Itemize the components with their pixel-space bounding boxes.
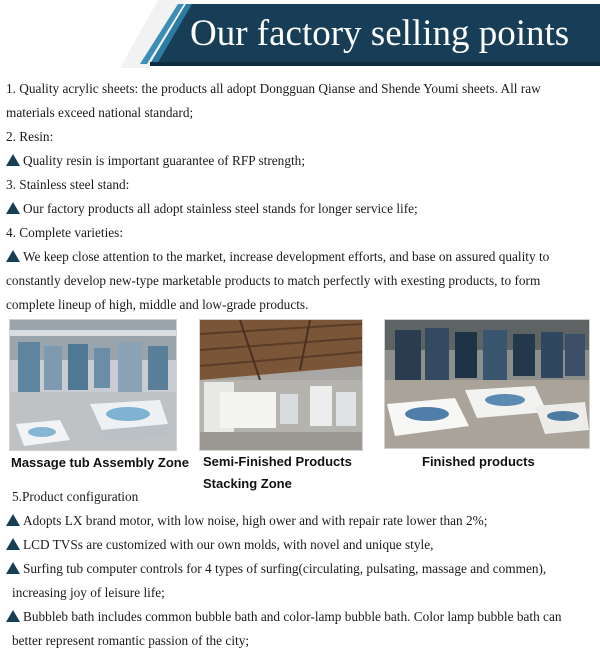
triangle-bullet-icon xyxy=(6,154,20,166)
point-4-line-1 xyxy=(6,248,549,265)
point-4-line-1-text: We keep close attention to the market, increase development efforts, and base on assured quality to xyxy=(23,249,550,264)
config-heading: 5.Product configuration xyxy=(12,489,139,504)
config-item-3-line-2: increasing joy of leisure life; xyxy=(12,585,165,600)
triangle-bullet-icon xyxy=(6,202,20,214)
config-item-3-text: Surfing tub computer controls for 4 types of surfing(circulating, pulsating, massage and commen), xyxy=(23,561,547,576)
photo-assembly-zone xyxy=(9,319,177,451)
point-2-heading: 2. Resin: xyxy=(6,129,54,144)
config-item-4-text: Bubbleb bath includes common bubble bath and color-lamp bubble bath. Color lamp bubble bath can xyxy=(23,609,562,624)
point-3-item-text: Our factory products all adopt stainless steel stands for longer service life; xyxy=(23,201,418,216)
config-item-2 xyxy=(6,536,433,553)
triangle-bullet-icon xyxy=(6,250,20,262)
triangle-bullet-icon xyxy=(6,514,20,526)
config-item-1 xyxy=(6,512,487,529)
point-4-line-3: complete lineup of high, middle and low-grade products. xyxy=(6,297,309,312)
point-3-heading: 3. Stainless steel stand: xyxy=(6,177,130,192)
banner-title: Our factory selling points xyxy=(190,13,570,54)
config-item-2-text: LCD TVSs are customized with our own molds, with novel and unique style, xyxy=(23,537,434,552)
point-2-item xyxy=(6,152,305,169)
point-3-item xyxy=(6,200,418,217)
point-4-heading: 4. Complete varieties: xyxy=(6,225,124,240)
triangle-bullet-icon xyxy=(6,562,20,574)
point-2-item-text: Quality resin is important guarantee of RFP strength; xyxy=(23,153,306,168)
config-item-3-line-1 xyxy=(6,560,546,577)
photo-finished-products xyxy=(384,319,590,449)
caption-assembly-zone: Massage tub Assembly Zone xyxy=(11,455,189,470)
config-item-1-text: Adopts LX brand motor, with low noise, high ower and with repair rate lower than 2%; xyxy=(23,513,488,528)
caption-finished-products: Finished products xyxy=(422,454,535,469)
point-4-line-2: constantly develop new-type marketable products to match perfectly with exesting products, to form xyxy=(6,273,541,288)
triangle-bullet-icon xyxy=(6,610,20,622)
triangle-bullet-icon xyxy=(6,538,20,550)
point-1-line-1: 1. Quality acrylic sheets: the products all adopt Dongguan Qianse and Shende Youmi sheets. All raw xyxy=(6,81,541,96)
photo-stacking-zone xyxy=(199,319,363,451)
config-item-4-line-2: better represent romantic passion of the city; xyxy=(12,633,250,648)
point-1-line-2: materials exceed national standard; xyxy=(6,105,194,120)
header-banner xyxy=(0,0,600,68)
config-item-4-line-1 xyxy=(6,608,562,625)
caption-stacking-zone-line-1: Semi-Finished Products xyxy=(203,454,352,469)
caption-stacking-zone-line-2: Stacking Zone xyxy=(203,476,292,491)
